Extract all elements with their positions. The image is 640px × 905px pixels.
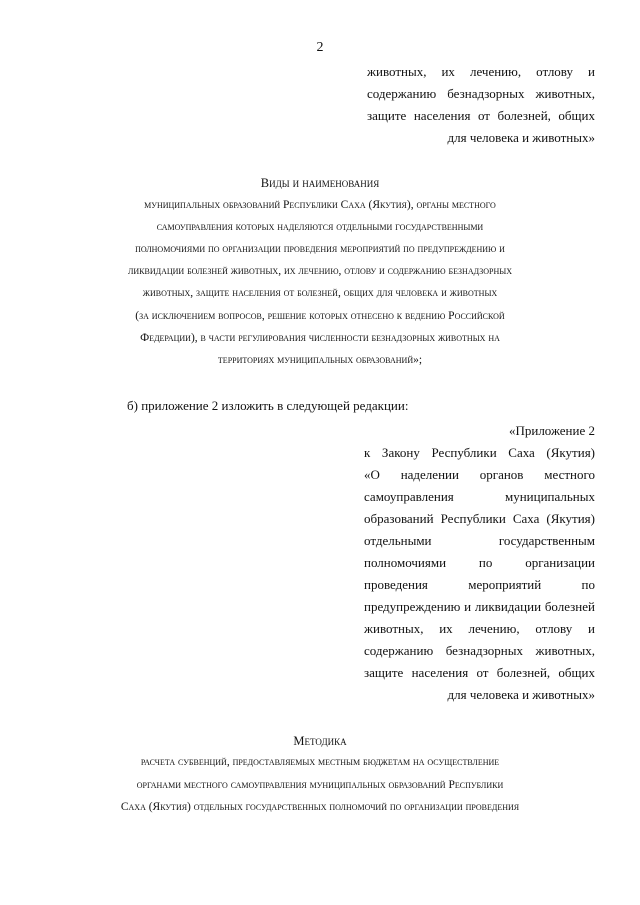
methodology-line: расчета субвенций, предоставляемых местным бюджетам на осуществление [140, 756, 500, 768]
appendix-header-line: полномочиями по организации [364, 555, 595, 570]
appendix-header-line: предупреждению и ликвидации болезней [364, 599, 595, 614]
appendix-header-line: самоуправления муниципальных [364, 489, 595, 504]
section1-line: муниципальных образований Республики Саха (Якутия), органы местного [144, 199, 496, 211]
appendix-header-line: «О наделении органов местного [364, 467, 595, 482]
header-fragment-line: животных, их лечению, отлову и [367, 64, 595, 79]
appendix-header-line: проведения мероприятий по [364, 577, 595, 592]
section1-line: животных, защите населения от болезней, общих для человека и животных [142, 287, 498, 299]
section1-line: самоуправления которых наделяются отдельными государственными [156, 221, 484, 233]
appendix-header-line: отдельными государственным [364, 533, 595, 548]
header-fragment-line: для человека и животных» [447, 130, 595, 145]
methodology-line: Саха (Якутия) отдельных государственных полномочий по организации проведения [120, 801, 520, 813]
section1-line: (за исключением вопросов, решение которых отнесено к ведению Российской [135, 310, 505, 322]
appendix-header-line: «Приложение 2 [508, 423, 595, 438]
header-fragment-line: содержанию безнадзорных животных, [367, 86, 595, 101]
section1-line: территориях муниципальных образований»; [217, 354, 423, 366]
methodology-line: органами местного самоуправления муниципальных образований Республики [136, 779, 504, 791]
page-number: 2 [316, 40, 324, 55]
appendix-header-line: для человека и животных» [447, 687, 595, 702]
section1-line: полномочиями по организации проведения мероприятий по предупреждению и [135, 243, 505, 255]
methodology-title: Методика [293, 734, 347, 748]
header-fragment-line: защите населения от болезней, общих [367, 108, 595, 123]
appendix-header-line: образований Республики Саха (Якутия) [364, 511, 595, 526]
appendix-header-line: к Закону Республики Саха (Якутия) [364, 445, 595, 460]
appendix-header [364, 420, 595, 706]
appendix-header-line: содержанию безнадзорных животных, [364, 643, 595, 658]
header-fragment [367, 61, 595, 149]
appendix-header-line: животных, их лечению, отлову и [364, 621, 595, 636]
section1-line: Федерации), в части регулирования численности безнадзорных животных на [140, 332, 500, 344]
section1-line: ликвидации болезней животных, их лечению, отлову и содержанию безнадзорных [127, 265, 513, 277]
appendix-header-line: защите населения от болезней, общих [364, 665, 595, 680]
amendment-paragraph: б) приложение 2 изложить в следующей редакции: [127, 398, 409, 413]
section1-title: Виды и наименования [260, 176, 380, 190]
